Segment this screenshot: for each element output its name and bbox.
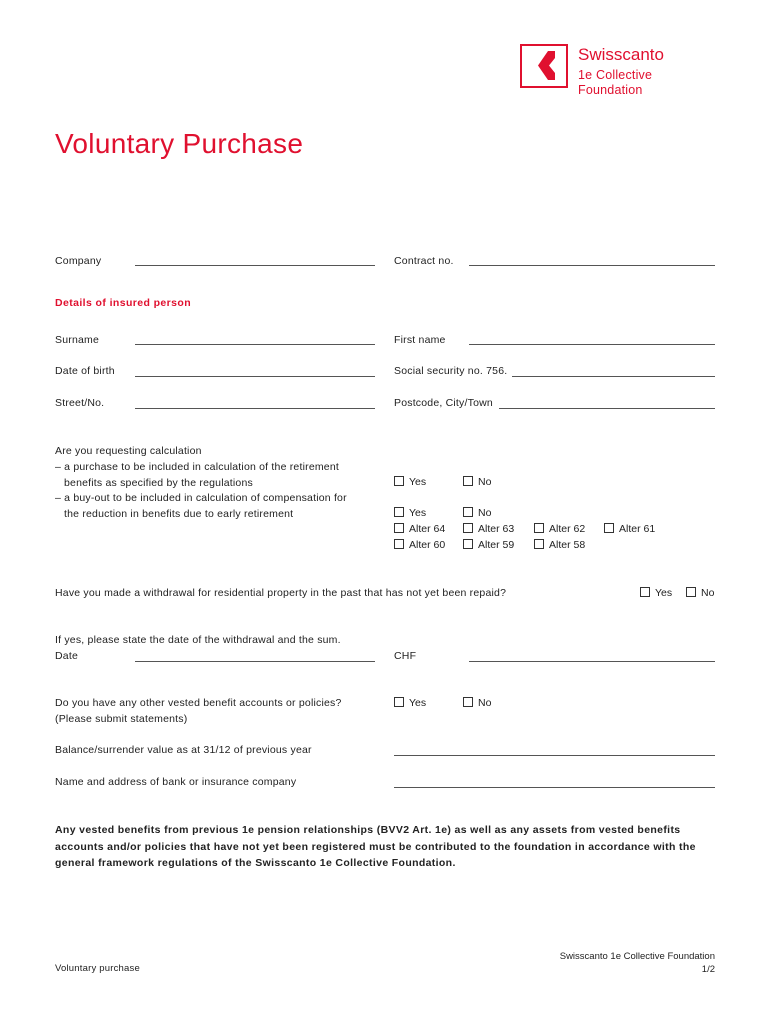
- logo-subtitle-line1: 1e Collective: [578, 68, 653, 82]
- age-58-checkbox[interactable]: Alter 58: [534, 539, 585, 551]
- balance-field[interactable]: [394, 755, 715, 756]
- withdrawal-no-checkbox[interactable]: No: [686, 587, 714, 599]
- logo-subtitle: [578, 68, 652, 98]
- withdrawal-date-label: Date: [55, 650, 78, 662]
- company-field[interactable]: [135, 265, 375, 266]
- checkbox-icon: [604, 523, 614, 533]
- surname-field[interactable]: [135, 344, 375, 345]
- calc-line: – a purchase to be included in calculation of the retirement: [55, 460, 340, 473]
- checkbox-icon: [640, 587, 650, 597]
- age-61-checkbox[interactable]: Alter 61: [604, 523, 655, 535]
- chevron-logo-icon: [522, 46, 565, 85]
- logo-subtitle-line2: Foundation: [578, 83, 643, 97]
- company-label: Company: [55, 255, 102, 267]
- age-59-checkbox[interactable]: Alter 59: [463, 539, 514, 551]
- dob-field[interactable]: [135, 376, 375, 377]
- withdrawal-chf-label: CHF: [394, 650, 417, 662]
- withdrawal-yes-checkbox[interactable]: Yes: [640, 587, 672, 599]
- checkbox-icon: [463, 697, 473, 707]
- vested-yes-checkbox[interactable]: Yes: [394, 697, 426, 709]
- checkbox-icon: [463, 539, 473, 549]
- ssn-field[interactable]: [512, 376, 715, 377]
- age-62-checkbox[interactable]: Alter 62: [534, 523, 585, 535]
- footer-org: Swisscanto 1e Collective Foundation: [559, 951, 715, 962]
- footer-right: [560, 950, 715, 976]
- street-field[interactable]: [135, 408, 375, 409]
- withdrawal-question: Have you made a withdrawal for residential property in the past that has not yet been repaid?: [55, 587, 507, 599]
- checkbox-icon: [463, 507, 473, 517]
- age-63-checkbox[interactable]: Alter 63: [463, 523, 514, 535]
- checkbox-icon: [394, 507, 404, 517]
- logo-name: Swisscanto: [578, 45, 664, 64]
- vested-question: Do you have any other vested benefit accounts or policies?: [55, 697, 342, 709]
- checkbox-icon: [394, 476, 404, 486]
- footer-document-name: Voluntary purchase: [55, 963, 140, 974]
- surname-label: Surname: [55, 334, 100, 346]
- calc-line: benefits as specified by the regulations: [64, 476, 253, 489]
- postcode-label: Postcode, City/Town: [394, 397, 493, 409]
- checkbox-icon: [534, 539, 544, 549]
- street-label: Street/No.: [55, 397, 105, 409]
- checkbox-icon: [686, 587, 696, 597]
- checkbox-icon: [534, 523, 544, 533]
- age-64-checkbox[interactable]: Alter 64: [394, 523, 445, 535]
- withdrawal-date-field[interactable]: [135, 661, 375, 662]
- notice-text: Any vested benefits from previous 1e pension relationships (BVV2 Art. 1e) as well as any assets from vested benefits accounts and/or policies that have not yet been registered must be contributed to the foundation in accordance with the general framework regulations of the Swisscanto 1e Collective Foundation.: [55, 824, 696, 869]
- first-name-field[interactable]: [469, 344, 715, 345]
- dob-label: Date of birth: [55, 365, 115, 377]
- calculation-question: [55, 444, 347, 523]
- calc-line: Are you requesting calculation: [55, 445, 202, 457]
- section-heading-insured-person: Details of insured person: [55, 297, 192, 309]
- withdrawal-amount-field[interactable]: [469, 661, 715, 662]
- purchase-yes-checkbox[interactable]: Yes: [394, 476, 426, 488]
- vested-note: (Please submit statements): [55, 713, 188, 725]
- calc-line: – a buy-out to be included in calculation of compensation for: [55, 492, 347, 505]
- footer-page-number: 1/2: [701, 964, 715, 975]
- age-60-checkbox[interactable]: Alter 60: [394, 539, 445, 551]
- bank-label: Name and address of bank or insurance company: [55, 776, 297, 788]
- postcode-field[interactable]: [499, 408, 715, 409]
- calc-line: the reduction in benefits due to early retirement: [64, 508, 294, 521]
- contract-field[interactable]: [469, 265, 715, 266]
- withdrawal-if-yes-text: If yes, please state the date of the withdrawal and the sum.: [55, 634, 341, 646]
- checkbox-icon: [394, 523, 404, 533]
- bank-field[interactable]: [394, 787, 715, 788]
- buyout-yes-checkbox[interactable]: Yes: [394, 507, 426, 519]
- buyout-no-checkbox[interactable]: No: [463, 507, 491, 519]
- swisscanto-logo-mark: [520, 44, 568, 88]
- checkbox-icon: [463, 523, 473, 533]
- contract-label: Contract no.: [394, 255, 454, 267]
- checkbox-icon: [394, 697, 404, 707]
- first-name-label: First name: [394, 334, 446, 346]
- checkbox-icon: [463, 476, 473, 486]
- page-title: Voluntary Purchase: [55, 128, 304, 159]
- ssn-label: Social security no. 756.: [394, 365, 508, 377]
- balance-label: Balance/surrender value as at 31/12 of previous year: [55, 744, 312, 756]
- checkbox-icon: [394, 539, 404, 549]
- vested-no-checkbox[interactable]: No: [463, 697, 491, 709]
- purchase-no-checkbox[interactable]: No: [463, 476, 491, 488]
